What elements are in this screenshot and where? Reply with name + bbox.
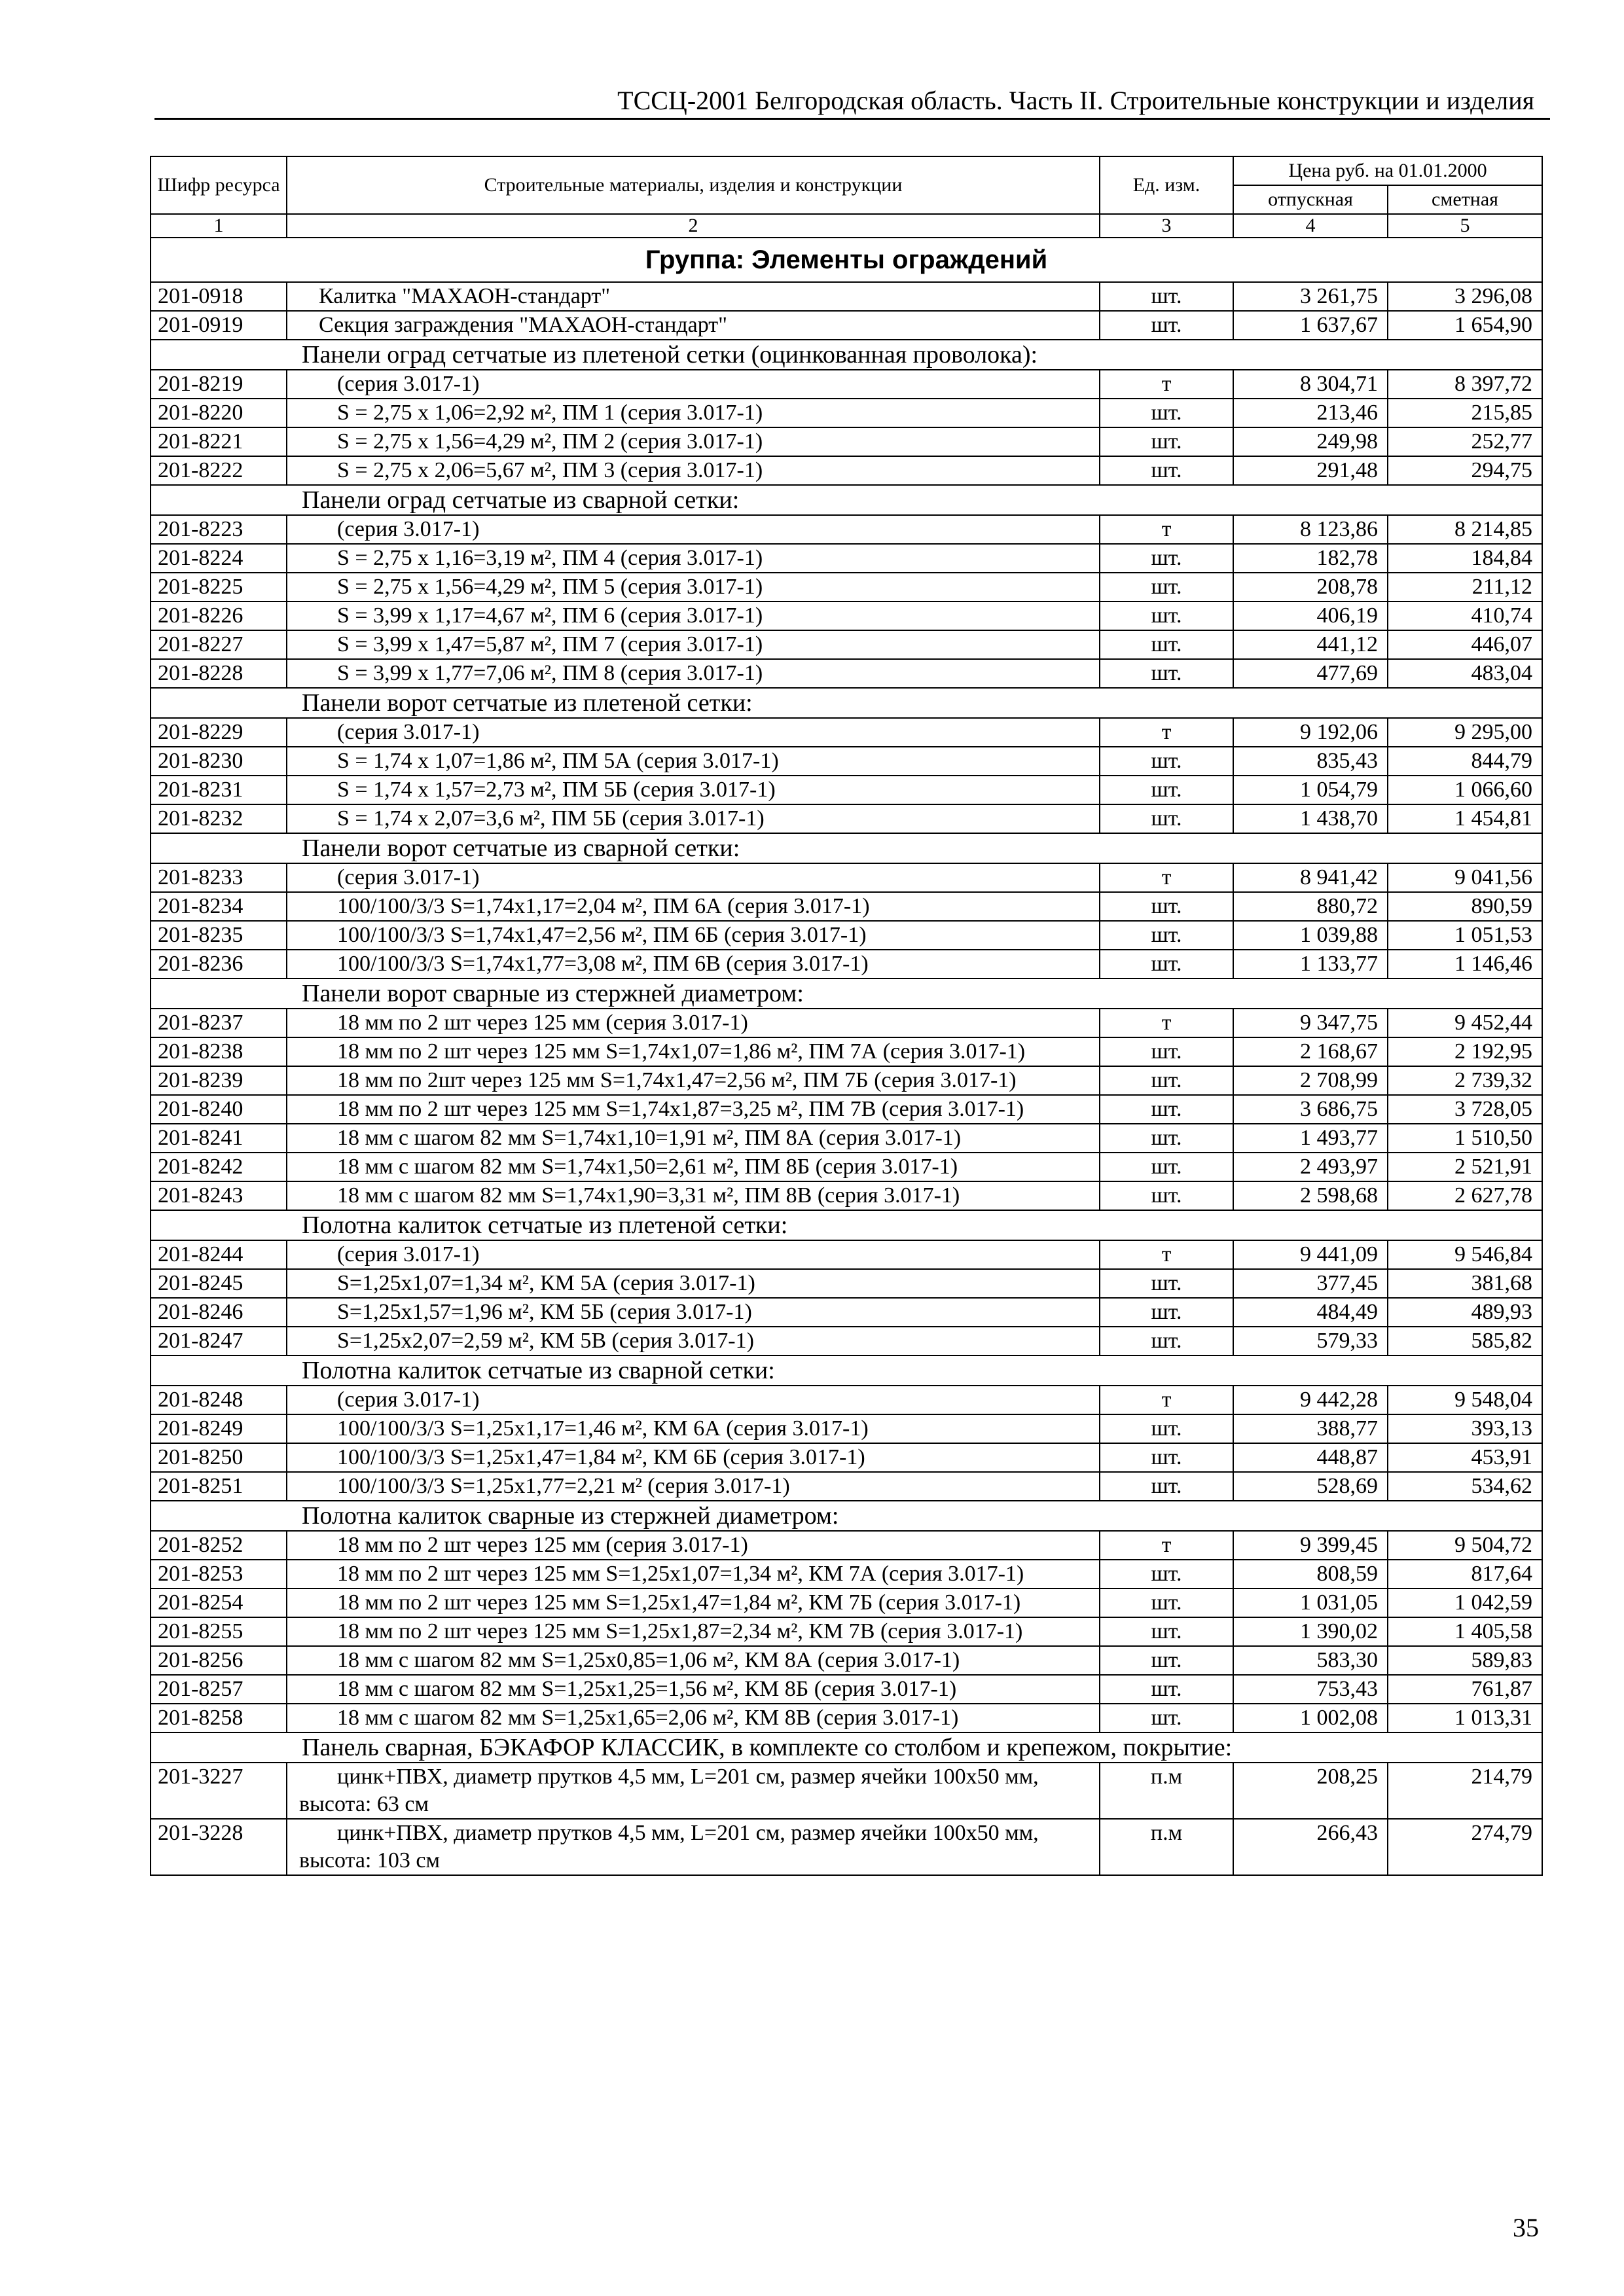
item-name: (серия 3.017-1)	[287, 1240, 1100, 1269]
section-title: Полотна калиток сетчатые из плетеной сетки:	[151, 1210, 1542, 1240]
resource-code: 201-0919	[151, 311, 287, 340]
item-unit: шт.	[1100, 1037, 1233, 1066]
table-row	[151, 1414, 1542, 1443]
header-unit: Ед. изм.	[1100, 156, 1233, 214]
table-row	[151, 544, 1542, 573]
item-unit: шт.	[1100, 282, 1233, 311]
item-name: Калитка "МАХАОН-стандарт"	[287, 282, 1100, 311]
item-name: (серия 3.017-1)	[287, 370, 1100, 399]
table-row	[151, 1531, 1542, 1560]
section-title: Панели оград сетчатые из плетеной сетки (оцинкованная проволока):	[151, 340, 1542, 370]
item-unit: шт.	[1100, 427, 1233, 456]
item-name: 18 мм по 2 шт через 125 мм S=1,25х1,47=1,84 м², КМ 7Б (серия 3.017-1)	[287, 1588, 1100, 1617]
resource-code: 201-8234	[151, 892, 287, 921]
item-unit: шт.	[1100, 1124, 1233, 1153]
table-body	[151, 282, 1542, 1875]
table-row	[151, 427, 1542, 456]
item-unit: шт.	[1100, 1472, 1233, 1501]
item-unit: шт.	[1100, 804, 1233, 833]
release-price: 9 347,75	[1233, 1009, 1388, 1037]
resource-code: 201-8246	[151, 1298, 287, 1327]
estimate-price: 184,84	[1388, 544, 1542, 573]
item-name: 18 мм по 2 шт через 125 мм S=1,74х1,87=3,25 м², ПМ 7В (серия 3.017-1)	[287, 1095, 1100, 1124]
section-title: Панели ворот сетчатые из сварной сетки:	[151, 833, 1542, 863]
item-name: 18 мм с шагом 82 мм S=1,25х1,25=1,56 м², КМ 8Б (серия 3.017-1)	[287, 1675, 1100, 1704]
item-name: 100/100/3/3 S=1,25х1,17=1,46 м², КМ 6А (серия 3.017-1)	[287, 1414, 1100, 1443]
item-unit: шт.	[1100, 1560, 1233, 1588]
table-row	[151, 1588, 1542, 1617]
estimate-price: 817,64	[1388, 1560, 1542, 1588]
estimate-price: 534,62	[1388, 1472, 1542, 1501]
resource-code: 201-8240	[151, 1095, 287, 1124]
item-name: 18 мм с шагом 82 мм S=1,74х1,10=1,91 м², ПМ 8А (серия 3.017-1)	[287, 1124, 1100, 1153]
item-name: S = 2,75 х 2,06=5,67 м², ПМ 3 (серия 3.017-1)	[287, 456, 1100, 485]
estimate-price: 9 452,44	[1388, 1009, 1542, 1037]
resource-code: 201-8242	[151, 1153, 287, 1181]
resource-code: 201-8245	[151, 1269, 287, 1298]
release-price: 441,12	[1233, 630, 1388, 659]
resource-code: 201-8223	[151, 515, 287, 544]
estimate-price: 9 546,84	[1388, 1240, 1542, 1269]
item-name: цинк+ПВХ, диаметр прутков 4,5 мм, L=201 см, размер ячейки 100х50 мм, высота: 103 см	[287, 1819, 1100, 1875]
item-unit: шт.	[1100, 456, 1233, 485]
table-row	[151, 1037, 1542, 1066]
estimate-price: 3 296,08	[1388, 282, 1542, 311]
estimate-price: 9 548,04	[1388, 1386, 1542, 1414]
table-row	[151, 1617, 1542, 1646]
table-row	[151, 1009, 1542, 1037]
table-row	[151, 515, 1542, 544]
item-unit: т	[1100, 1531, 1233, 1560]
section-title: Панель сварная, БЭКАФОР КЛАССИК, в комплекте со столбом и крепежом, покрытие:	[151, 1732, 1542, 1763]
table-row	[151, 1819, 1542, 1875]
table-row	[151, 950, 1542, 978]
table-row	[151, 1124, 1542, 1153]
item-name: 100/100/3/3 S=1,25х1,77=2,21 м² (серия 3.017-1)	[287, 1472, 1100, 1501]
item-name: S = 2,75 х 1,16=3,19 м², ПМ 4 (серия 3.017-1)	[287, 544, 1100, 573]
estimate-price: 211,12	[1388, 573, 1542, 601]
item-unit: шт.	[1100, 1588, 1233, 1617]
item-name: S = 1,74 х 1,07=1,86 м², ПМ 5А (серия 3.017-1)	[287, 747, 1100, 776]
resource-code: 201-8258	[151, 1704, 287, 1732]
resource-code: 201-8251	[151, 1472, 287, 1501]
table-row	[151, 1269, 1542, 1298]
estimate-price: 3 728,05	[1388, 1095, 1542, 1124]
table-row	[151, 1443, 1542, 1472]
estimate-price: 8 397,72	[1388, 370, 1542, 399]
estimate-price: 446,07	[1388, 630, 1542, 659]
table-row	[151, 659, 1542, 688]
header-name: Строительные материалы, изделия и конструкции	[287, 156, 1100, 214]
item-unit: т	[1100, 370, 1233, 399]
resource-code: 201-8221	[151, 427, 287, 456]
release-price: 753,43	[1233, 1675, 1388, 1704]
table-row	[151, 370, 1542, 399]
section-header-row	[151, 1210, 1542, 1240]
resource-code: 201-8252	[151, 1531, 287, 1560]
release-price: 208,25	[1233, 1763, 1388, 1819]
resource-code: 201-8239	[151, 1066, 287, 1095]
release-price: 266,43	[1233, 1819, 1388, 1875]
table-row	[151, 1298, 1542, 1327]
item-name: 18 мм с шагом 82 мм S=1,25х1,65=2,06 м², КМ 8В (серия 3.017-1)	[287, 1704, 1100, 1732]
resource-code: 201-8226	[151, 601, 287, 630]
item-unit: т	[1100, 718, 1233, 747]
release-price: 9 442,28	[1233, 1386, 1388, 1414]
table-row	[151, 1472, 1542, 1501]
item-name: 18 мм по 2 шт через 125 мм S=1,25х1,87=2,34 м², КМ 7В (серия 3.017-1)	[287, 1617, 1100, 1646]
table-row	[151, 892, 1542, 921]
estimate-price: 1 146,46	[1388, 950, 1542, 978]
header-estimate-price: сметная	[1388, 185, 1542, 214]
item-unit: шт.	[1100, 1617, 1233, 1646]
item-unit: шт.	[1100, 1269, 1233, 1298]
item-name: (серия 3.017-1)	[287, 863, 1100, 892]
item-unit: шт.	[1100, 311, 1233, 340]
release-price: 528,69	[1233, 1472, 1388, 1501]
estimate-price: 1 051,53	[1388, 921, 1542, 950]
estimate-price: 294,75	[1388, 456, 1542, 485]
section-header-row	[151, 978, 1542, 1009]
table-row	[151, 776, 1542, 804]
item-name: S = 1,74 х 2,07=3,6 м², ПМ 5Б (серия 3.017-1)	[287, 804, 1100, 833]
section-header-row	[151, 833, 1542, 863]
table-row	[151, 1153, 1542, 1181]
release-price: 1 637,67	[1233, 311, 1388, 340]
release-price: 2 493,97	[1233, 1153, 1388, 1181]
item-unit: шт.	[1100, 573, 1233, 601]
table-row	[151, 282, 1542, 311]
header-price-group: Цена руб. на 01.01.2000	[1233, 156, 1542, 185]
section-title: Панели ворот сетчатые из плетеной сетки:	[151, 688, 1542, 718]
section-header-row	[151, 688, 1542, 718]
estimate-price: 1 510,50	[1388, 1124, 1542, 1153]
release-price: 1 390,02	[1233, 1617, 1388, 1646]
estimate-price: 1 042,59	[1388, 1588, 1542, 1617]
estimate-price: 1 405,58	[1388, 1617, 1542, 1646]
table-row	[151, 1763, 1542, 1819]
resource-code: 201-8237	[151, 1009, 287, 1037]
column-number: 1	[151, 214, 287, 238]
table-row	[151, 573, 1542, 601]
table-row	[151, 921, 1542, 950]
release-price: 2 168,67	[1233, 1037, 1388, 1066]
estimate-price: 274,79	[1388, 1819, 1542, 1875]
resource-code: 201-8247	[151, 1327, 287, 1355]
table-row	[151, 311, 1542, 340]
table-row	[151, 747, 1542, 776]
item-name: 18 мм с шагом 82 мм S=1,25х0,85=1,06 м², КМ 8А (серия 3.017-1)	[287, 1646, 1100, 1675]
release-price: 9 399,45	[1233, 1531, 1388, 1560]
estimate-price: 9 041,56	[1388, 863, 1542, 892]
release-price: 388,77	[1233, 1414, 1388, 1443]
release-price: 477,69	[1233, 659, 1388, 688]
release-price: 9 192,06	[1233, 718, 1388, 747]
release-price: 8 304,71	[1233, 370, 1388, 399]
table-row	[151, 1181, 1542, 1210]
item-unit: шт.	[1100, 659, 1233, 688]
section-header-row	[151, 1501, 1542, 1531]
item-name: 18 мм по 2 шт через 125 мм (серия 3.017-1)	[287, 1009, 1100, 1037]
item-name: S = 3,99 х 1,77=7,06 м², ПМ 8 (серия 3.017-1)	[287, 659, 1100, 688]
item-unit: шт.	[1100, 1327, 1233, 1355]
column-number: 3	[1100, 214, 1233, 238]
item-unit: шт.	[1100, 1443, 1233, 1472]
item-name: S=1,25х1,57=1,96 м², КМ 5Б (серия 3.017-1)	[287, 1298, 1100, 1327]
item-name: 18 мм по 2 шт через 125 мм (серия 3.017-1)	[287, 1531, 1100, 1560]
item-unit: шт.	[1100, 1066, 1233, 1095]
estimate-price: 1 654,90	[1388, 311, 1542, 340]
resource-code: 201-8235	[151, 921, 287, 950]
table-row	[151, 804, 1542, 833]
table-row	[151, 863, 1542, 892]
item-name: 100/100/3/3 S=1,74х1,17=2,04 м², ПМ 6А (серия 3.017-1)	[287, 892, 1100, 921]
item-name: S = 3,99 х 1,47=5,87 м², ПМ 7 (серия 3.017-1)	[287, 630, 1100, 659]
section-header-row	[151, 340, 1542, 370]
resource-code: 201-8219	[151, 370, 287, 399]
release-price: 8 941,42	[1233, 863, 1388, 892]
estimate-price: 585,82	[1388, 1327, 1542, 1355]
release-price: 1 039,88	[1233, 921, 1388, 950]
column-number: 2	[287, 214, 1100, 238]
table-row	[151, 456, 1542, 485]
release-price: 9 441,09	[1233, 1240, 1388, 1269]
item-unit: шт.	[1100, 776, 1233, 804]
release-price: 808,59	[1233, 1560, 1388, 1588]
estimate-price: 890,59	[1388, 892, 1542, 921]
resource-code: 201-8236	[151, 950, 287, 978]
resource-code: 201-8248	[151, 1386, 287, 1414]
header-code: Шифр ресурса	[151, 156, 287, 214]
release-price: 1 002,08	[1233, 1704, 1388, 1732]
resource-code: 201-8241	[151, 1124, 287, 1153]
release-price: 213,46	[1233, 399, 1388, 427]
resource-code: 201-8255	[151, 1617, 287, 1646]
item-name: 18 мм по 2 шт через 125 мм S=1,25х1,07=1,34 м², КМ 7А (серия 3.017-1)	[287, 1560, 1100, 1588]
estimate-price: 589,83	[1388, 1646, 1542, 1675]
item-unit: шт.	[1100, 950, 1233, 978]
resource-code: 201-8243	[151, 1181, 287, 1210]
column-number: 4	[1233, 214, 1388, 238]
item-unit: шт.	[1100, 1646, 1233, 1675]
page-number: 35	[1513, 2213, 1539, 2242]
item-unit: шт.	[1100, 921, 1233, 950]
release-price: 583,30	[1233, 1646, 1388, 1675]
release-price: 2 598,68	[1233, 1181, 1388, 1210]
resource-code: 201-8225	[151, 573, 287, 601]
resource-code: 201-3227	[151, 1763, 287, 1819]
item-unit: п.м	[1100, 1763, 1233, 1819]
resource-code: 201-0918	[151, 282, 287, 311]
price-table	[150, 156, 1543, 1876]
resource-code: 201-8220	[151, 399, 287, 427]
release-price: 1 438,70	[1233, 804, 1388, 833]
resource-code: 201-8254	[151, 1588, 287, 1617]
item-unit: шт.	[1100, 1704, 1233, 1732]
section-title: Панели ворот сварные из стержней диаметром:	[151, 978, 1542, 1009]
item-unit: шт.	[1100, 1414, 1233, 1443]
estimate-price: 1 013,31	[1388, 1704, 1542, 1732]
item-unit: т	[1100, 1386, 1233, 1414]
estimate-price: 410,74	[1388, 601, 1542, 630]
item-unit: шт.	[1100, 601, 1233, 630]
item-name: S = 2,75 х 1,56=4,29 м², ПМ 2 (серия 3.017-1)	[287, 427, 1100, 456]
item-name: Секция заграждения "МАХАОН-стандарт"	[287, 311, 1100, 340]
table-row	[151, 1095, 1542, 1124]
item-unit: т	[1100, 515, 1233, 544]
item-name: 18 мм с шагом 82 мм S=1,74х1,50=2,61 м², ПМ 8Б (серия 3.017-1)	[287, 1153, 1100, 1181]
section-header-row	[151, 1732, 1542, 1763]
estimate-price: 761,87	[1388, 1675, 1542, 1704]
table-row	[151, 630, 1542, 659]
release-price: 208,78	[1233, 573, 1388, 601]
table-row	[151, 1646, 1542, 1675]
release-price: 291,48	[1233, 456, 1388, 485]
resource-code: 201-8228	[151, 659, 287, 688]
resource-code: 201-8256	[151, 1646, 287, 1675]
release-price: 1 133,77	[1233, 950, 1388, 978]
resource-code: 201-8233	[151, 863, 287, 892]
estimate-price: 393,13	[1388, 1414, 1542, 1443]
item-name: цинк+ПВХ, диаметр прутков 4,5 мм, L=201 см, размер ячейки 100х50 мм, высота: 63 см	[287, 1763, 1100, 1819]
resource-code: 201-8231	[151, 776, 287, 804]
resource-code: 201-8232	[151, 804, 287, 833]
estimate-price: 8 214,85	[1388, 515, 1542, 544]
resource-code: 201-8249	[151, 1414, 287, 1443]
release-price: 880,72	[1233, 892, 1388, 921]
resource-code: 201-8230	[151, 747, 287, 776]
release-price: 1 493,77	[1233, 1124, 1388, 1153]
release-price: 484,49	[1233, 1298, 1388, 1327]
resource-code: 201-8222	[151, 456, 287, 485]
item-unit: п.м	[1100, 1819, 1233, 1875]
item-name: 100/100/3/3 S=1,25х1,47=1,84 м², КМ 6Б (серия 3.017-1)	[287, 1443, 1100, 1472]
release-price: 406,19	[1233, 601, 1388, 630]
estimate-price: 483,04	[1388, 659, 1542, 688]
section-header-row	[151, 1355, 1542, 1386]
estimate-price: 1 066,60	[1388, 776, 1542, 804]
item-unit: т	[1100, 1240, 1233, 1269]
resource-code: 201-3228	[151, 1819, 287, 1875]
table-row	[151, 718, 1542, 747]
estimate-price: 844,79	[1388, 747, 1542, 776]
release-price: 3 686,75	[1233, 1095, 1388, 1124]
item-name: (серия 3.017-1)	[287, 1386, 1100, 1414]
item-name: 18 мм по 2шт через 125 мм S=1,74х1,47=2,56 м², ПМ 7Б (серия 3.017-1)	[287, 1066, 1100, 1095]
item-name: S = 1,74 х 1,57=2,73 м², ПМ 5Б (серия 3.017-1)	[287, 776, 1100, 804]
table-row	[151, 1386, 1542, 1414]
release-price: 1 054,79	[1233, 776, 1388, 804]
table-row	[151, 601, 1542, 630]
estimate-price: 215,85	[1388, 399, 1542, 427]
estimate-price: 489,93	[1388, 1298, 1542, 1327]
item-name: S = 3,99 х 1,17=4,67 м², ПМ 6 (серия 3.017-1)	[287, 601, 1100, 630]
item-name: (серия 3.017-1)	[287, 718, 1100, 747]
release-price: 377,45	[1233, 1269, 1388, 1298]
release-price: 835,43	[1233, 747, 1388, 776]
header-release-price: отпускная	[1233, 185, 1388, 214]
item-unit: шт.	[1100, 1153, 1233, 1181]
group-title: Группа: Элементы ограждений	[151, 238, 1542, 282]
item-name: 100/100/3/3 S=1,74х1,77=3,08 м², ПМ 6В (серия 3.017-1)	[287, 950, 1100, 978]
resource-code: 201-8224	[151, 544, 287, 573]
item-name: S=1,25х1,07=1,34 м², КМ 5А (серия 3.017-1)	[287, 1269, 1100, 1298]
section-header-row	[151, 485, 1542, 515]
table-row	[151, 399, 1542, 427]
table-row	[151, 1675, 1542, 1704]
item-name: S = 2,75 х 1,06=2,92 м², ПМ 1 (серия 3.017-1)	[287, 399, 1100, 427]
release-price: 249,98	[1233, 427, 1388, 456]
header-divider	[154, 118, 1550, 120]
item-unit: шт.	[1100, 1298, 1233, 1327]
estimate-price: 2 739,32	[1388, 1066, 1542, 1095]
release-price: 2 708,99	[1233, 1066, 1388, 1095]
estimate-price: 252,77	[1388, 427, 1542, 456]
item-unit: шт.	[1100, 630, 1233, 659]
estimate-price: 2 627,78	[1388, 1181, 1542, 1210]
table-row	[151, 1240, 1542, 1269]
item-unit: шт.	[1100, 892, 1233, 921]
item-unit: шт.	[1100, 1675, 1233, 1704]
item-unit: шт.	[1100, 1181, 1233, 1210]
resource-code: 201-8257	[151, 1675, 287, 1704]
resource-code: 201-8253	[151, 1560, 287, 1588]
release-price: 8 123,86	[1233, 515, 1388, 544]
release-price: 579,33	[1233, 1327, 1388, 1355]
section-title: Полотна калиток сетчатые из сварной сетки:	[151, 1355, 1542, 1386]
page-header-title: ТССЦ-2001 Белгородская область. Часть II. Строительные конструкции и изделия	[617, 86, 1534, 115]
item-name: 100/100/3/3 S=1,74х1,47=2,56 м², ПМ 6Б (серия 3.017-1)	[287, 921, 1100, 950]
item-unit: шт.	[1100, 747, 1233, 776]
estimate-price: 453,91	[1388, 1443, 1542, 1472]
estimate-price: 2 521,91	[1388, 1153, 1542, 1181]
item-unit: шт.	[1100, 544, 1233, 573]
estimate-price: 381,68	[1388, 1269, 1542, 1298]
table-row	[151, 1560, 1542, 1588]
resource-code: 201-8238	[151, 1037, 287, 1066]
release-price: 1 031,05	[1233, 1588, 1388, 1617]
table-row	[151, 1066, 1542, 1095]
release-price: 182,78	[1233, 544, 1388, 573]
section-title: Полотна калиток сварные из стержней диаметром:	[151, 1501, 1542, 1531]
release-price: 448,87	[1233, 1443, 1388, 1472]
resource-code: 201-8250	[151, 1443, 287, 1472]
resource-code: 201-8229	[151, 718, 287, 747]
release-price: 3 261,75	[1233, 282, 1388, 311]
estimate-price: 1 454,81	[1388, 804, 1542, 833]
item-name: S = 2,75 х 1,56=4,29 м², ПМ 5 (серия 3.017-1)	[287, 573, 1100, 601]
item-unit: шт.	[1100, 1095, 1233, 1124]
resource-code: 201-8227	[151, 630, 287, 659]
item-name: (серия 3.017-1)	[287, 515, 1100, 544]
estimate-price: 9 295,00	[1388, 718, 1542, 747]
section-title: Панели оград сетчатые из сварной сетки:	[151, 485, 1542, 515]
item-name: 18 мм по 2 шт через 125 мм S=1,74х1,07=1,86 м², ПМ 7А (серия 3.017-1)	[287, 1037, 1100, 1066]
item-unit: шт.	[1100, 399, 1233, 427]
estimate-price: 9 504,72	[1388, 1531, 1542, 1560]
item-name: 18 мм с шагом 82 мм S=1,74х1,90=3,31 м², ПМ 8В (серия 3.017-1)	[287, 1181, 1100, 1210]
item-unit: т	[1100, 863, 1233, 892]
resource-code: 201-8244	[151, 1240, 287, 1269]
estimate-price: 2 192,95	[1388, 1037, 1542, 1066]
item-name: S=1,25х2,07=2,59 м², КМ 5В (серия 3.017-1)	[287, 1327, 1100, 1355]
table-row	[151, 1327, 1542, 1355]
item-unit: т	[1100, 1009, 1233, 1037]
column-number: 5	[1388, 214, 1542, 238]
estimate-price: 214,79	[1388, 1763, 1542, 1819]
table-row	[151, 1704, 1542, 1732]
